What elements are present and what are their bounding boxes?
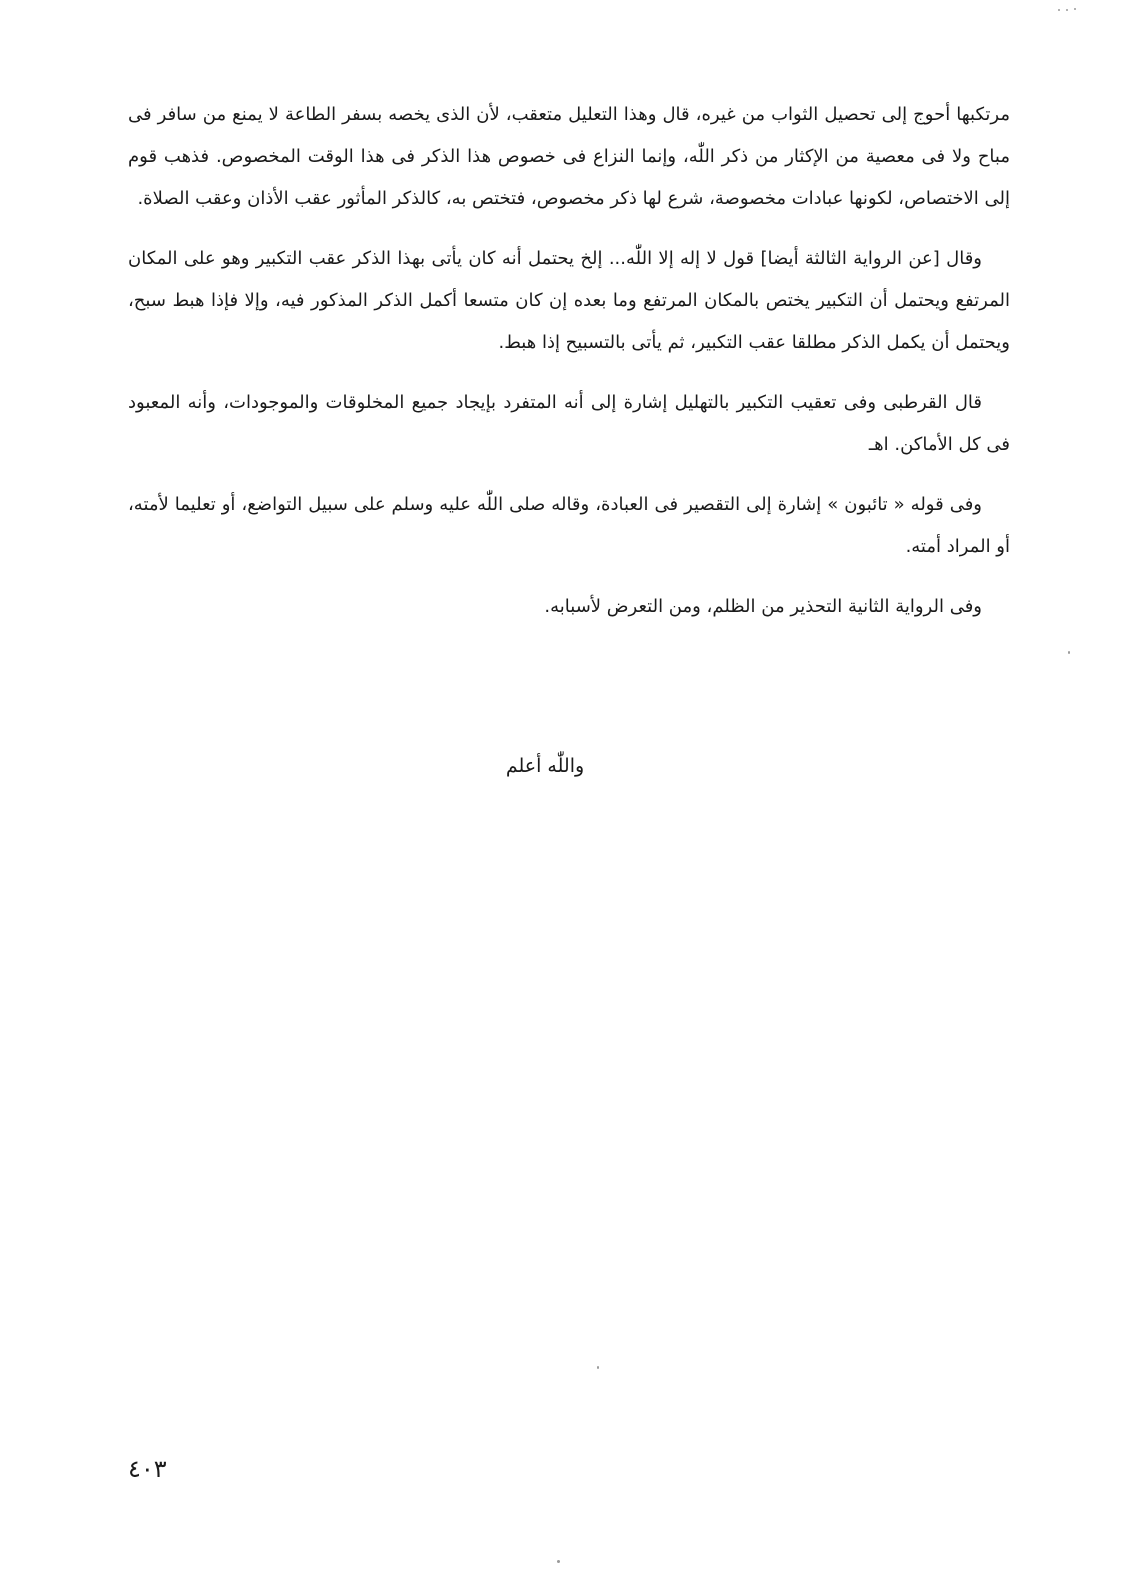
scan-speck: [1066, 9, 1068, 11]
paragraph-3: قال القرطبى وفى تعقيب التكبير بالتهليل إشارة إلى أنه المتفرد بإيجاد جميع المخلوقات والموجودات، وأنه المعبود فى كل الأماكن. اهـ: [128, 392, 1010, 455]
closing-phrase: واللّٰه أعلم: [505, 755, 585, 777]
scan-speck: [1074, 8, 1076, 10]
paragraph-4: وفى قوله « تائبون » إشارة إلى التقصير فى العبادة، وقاله صلى اللّٰه عليه وسلم على سبيل التواضع، أو تعليما لأمته، أو المراد أمته.: [128, 494, 1010, 557]
paragraph-2: وقال [عن الرواية الثالثة أيضا] قول لا إله إلا اللّٰه... إلخ يحتمل أنه كان يأتى بهذا الذكر عقب التكبير وهو على المكان المرتفع ويحتمل أن التكبير يختص بالمكان المرتفع وما بعده إن كان متسعا أكمل الذكر المذكور فيه، وإلا فإذا هبط سبح، ويحتمل أن يكمل الذكر مطلقا عقب التكبير، ثم يأتى بالتسبيح إذا هبط.: [128, 248, 1010, 353]
paragraph-1: مرتكبها أحوج إلى تحصيل الثواب من غيره، قال وهذا التعليل متعقب، لأن الذى يخصه بسفر الطاعة لا يمنع من سافر فى مباح ولا فى معصية من الإكثار من ذكر اللّٰه، وإنما النزاع فى خصوص هذا الذكر فى هذا الوقت المخصوص. فذهب قوم إلى الاختصاص، لكونها عبادات مخصوصة، شرع لها ذكر مخصوص، فتختص به، كالذكر المأثور عقب الأذان وعقب الصلاة.: [128, 104, 1010, 209]
body-text: [128, 94, 1010, 646]
scan-speck: [1068, 651, 1070, 654]
scan-speck: [597, 1366, 599, 1369]
page-number: ٤٠٣: [128, 1455, 167, 1483]
scan-speck: [557, 1560, 560, 1563]
paragraph-5: وفى الرواية الثانية التحذير من الظلم، ومن التعرض لأسبابه.: [544, 596, 982, 617]
scan-speck: [1058, 9, 1060, 11]
